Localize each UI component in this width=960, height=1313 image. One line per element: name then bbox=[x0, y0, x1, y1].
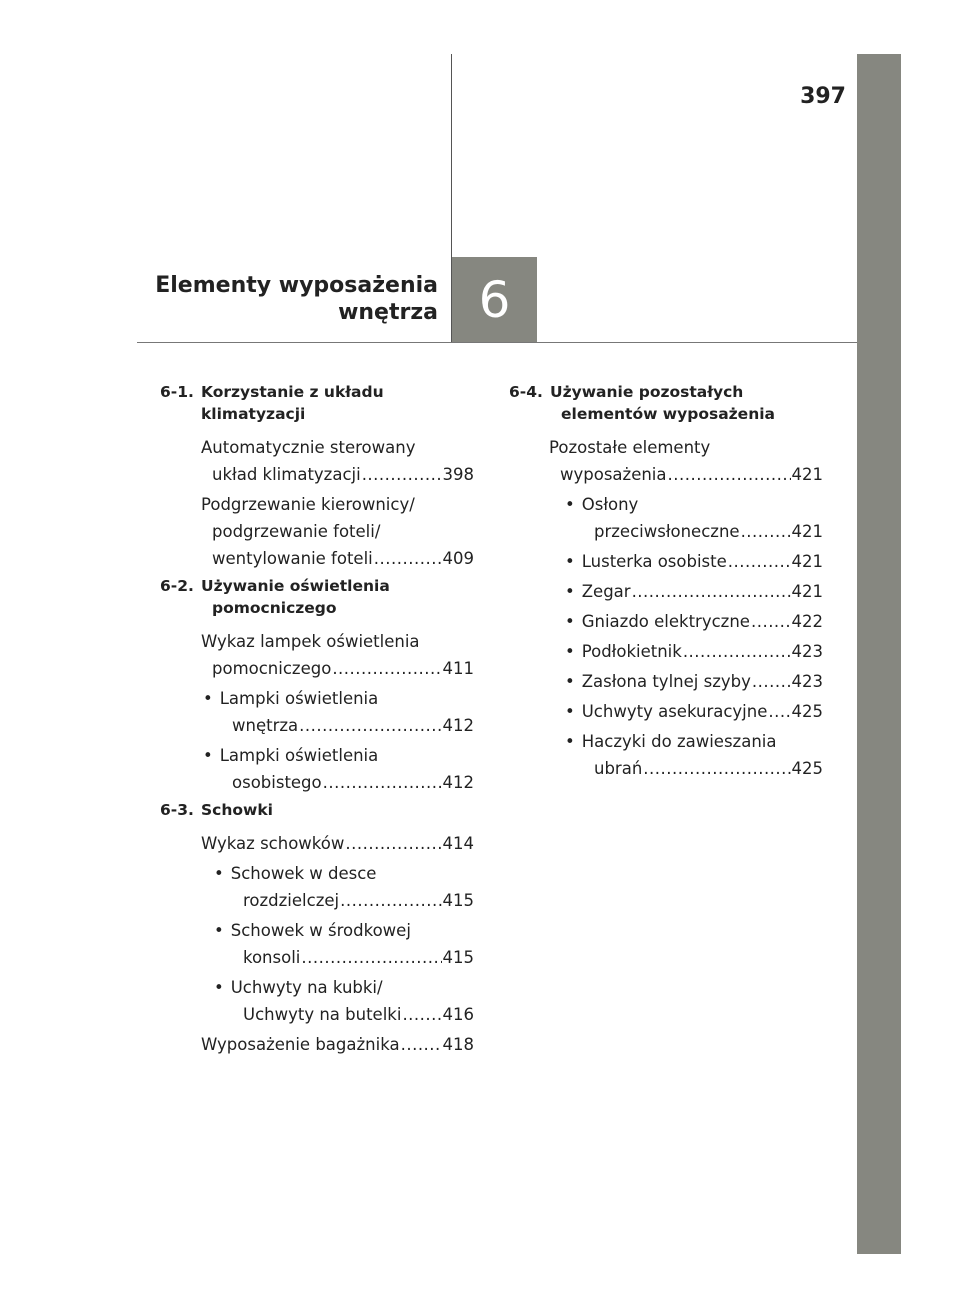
leader-dots bbox=[323, 769, 442, 796]
entry-text: Wykaz schowków bbox=[201, 834, 345, 853]
entry-page: 414 bbox=[442, 834, 474, 853]
entry-text: wnętrza bbox=[232, 716, 299, 735]
entry-text: • Lampki oświetlenia bbox=[219, 746, 379, 765]
entry-page: 412 bbox=[442, 773, 474, 792]
leader-dots bbox=[401, 1031, 442, 1058]
toc-entry-bullet[interactable] bbox=[160, 860, 474, 914]
toc-entry-bullet[interactable] bbox=[509, 491, 823, 545]
toc-entry[interactable] bbox=[509, 434, 823, 488]
entry-text: Wyposażenie bagażnika bbox=[201, 1035, 400, 1054]
entry-text: • Schowek w desce bbox=[230, 864, 377, 883]
section-title-cont: elementów wyposażenia bbox=[561, 405, 776, 423]
header-divider-horizontal bbox=[137, 342, 857, 343]
entry-text: • Gniazdo elektryczne bbox=[581, 612, 750, 631]
leader-dots bbox=[728, 548, 791, 575]
entry-page: 422 bbox=[791, 612, 823, 631]
entry-text: • Schowek w środkowej bbox=[230, 921, 411, 940]
leader-dots bbox=[741, 518, 791, 545]
entry-text: ubrań bbox=[594, 759, 643, 778]
chapter-number-badge: 6 bbox=[452, 257, 537, 342]
toc-entry-bullet[interactable] bbox=[160, 917, 474, 971]
toc-entry-bullet[interactable] bbox=[160, 974, 474, 1028]
leader-dots bbox=[402, 1001, 441, 1028]
toc-entry-bullet[interactable] bbox=[509, 698, 823, 725]
toc-entry-bullet[interactable] bbox=[509, 578, 823, 605]
entry-text: • Podłokietnik bbox=[581, 642, 682, 661]
entry-text: pomocniczego bbox=[212, 659, 332, 678]
entry-page: 415 bbox=[442, 948, 474, 967]
section-title-cont: pomocniczego bbox=[212, 599, 337, 617]
section-heading-6-1[interactable] bbox=[160, 381, 474, 425]
leader-dots bbox=[340, 887, 441, 914]
toc-entry-bullet[interactable] bbox=[509, 668, 823, 695]
toc-entry[interactable] bbox=[160, 830, 474, 857]
leader-dots bbox=[752, 668, 791, 695]
entry-page: 409 bbox=[442, 549, 474, 568]
chapter-title-line2: wnętrza bbox=[338, 300, 438, 325]
toc-entry-bullet[interactable] bbox=[160, 742, 474, 796]
section-heading-6-4[interactable] bbox=[509, 381, 823, 425]
toc-entry[interactable] bbox=[160, 491, 474, 572]
section-heading-6-3[interactable] bbox=[160, 799, 474, 821]
entry-page: 398 bbox=[442, 465, 474, 484]
section-title: Korzystanie z układu klimatyzacji bbox=[201, 383, 384, 423]
toc-entry[interactable] bbox=[160, 628, 474, 682]
entry-text: • Uchwyty na kubki/ bbox=[230, 978, 383, 997]
entry-text: wentylowanie foteli bbox=[212, 549, 373, 568]
leader-dots bbox=[374, 545, 442, 572]
toc-entry-bullet[interactable] bbox=[509, 608, 823, 635]
entry-text: podgrzewanie foteli/ bbox=[212, 522, 381, 541]
entry-page: 421 bbox=[791, 465, 823, 484]
section-number: 6-2. bbox=[160, 577, 194, 595]
entry-page: 425 bbox=[791, 702, 823, 721]
entry-page: 423 bbox=[791, 672, 823, 691]
toc-column-right bbox=[509, 381, 823, 785]
entry-text: • Lampki oświetlenia bbox=[219, 689, 379, 708]
entry-text: Automatycznie sterowany bbox=[201, 438, 416, 457]
section-heading-6-2[interactable] bbox=[160, 575, 474, 619]
entry-page: 421 bbox=[791, 582, 823, 601]
leader-dots bbox=[643, 755, 790, 782]
entry-text: Podgrzewanie kierownicy/ bbox=[201, 495, 415, 514]
entry-text: przeciwsłoneczne bbox=[594, 522, 740, 541]
toc-entry-bullet[interactable] bbox=[160, 685, 474, 739]
chapter-title-line1: Elementy wyposażenia bbox=[155, 273, 438, 298]
leader-dots bbox=[362, 461, 442, 488]
entry-text: • Haczyki do zawieszania bbox=[581, 732, 777, 751]
entry-text: układ klimatyzacji bbox=[212, 465, 361, 484]
section-number: 6-1. bbox=[160, 383, 194, 401]
entry-text: rozdzielczej bbox=[243, 891, 340, 910]
entry-page: 411 bbox=[442, 659, 474, 678]
toc-entry-bullet[interactable] bbox=[509, 548, 823, 575]
leader-dots bbox=[332, 655, 441, 682]
entry-text: Pozostałe elementy bbox=[549, 438, 711, 457]
section-title: Używanie oświetlenia bbox=[201, 577, 390, 595]
leader-dots bbox=[301, 944, 441, 971]
entry-page: 421 bbox=[791, 522, 823, 541]
leader-dots bbox=[345, 830, 441, 857]
entry-text: osobistego bbox=[232, 773, 322, 792]
entry-text: Uchwyty na butelki bbox=[243, 1005, 402, 1024]
entry-page: 412 bbox=[442, 716, 474, 735]
section-title: Używanie pozostałych bbox=[550, 383, 744, 401]
entry-text: • Uchwyty asekuracyjne bbox=[581, 702, 768, 721]
section-title: Schowki bbox=[201, 801, 273, 819]
entry-page: 418 bbox=[442, 1035, 474, 1054]
section-number: 6-4. bbox=[509, 383, 543, 401]
leader-dots bbox=[668, 461, 791, 488]
entry-text: • Osłony bbox=[581, 495, 639, 514]
leader-dots bbox=[751, 608, 791, 635]
toc-entry-bullet[interactable] bbox=[509, 728, 823, 782]
toc-entry[interactable] bbox=[160, 1031, 474, 1058]
leader-dots bbox=[299, 712, 441, 739]
toc-entry-bullet[interactable] bbox=[509, 638, 823, 665]
entry-text: • Lusterka osobiste bbox=[581, 552, 727, 571]
toc-entry[interactable] bbox=[160, 434, 474, 488]
toc-column-left bbox=[160, 381, 474, 1061]
entry-text: • Zasłona tylnej szyby bbox=[581, 672, 751, 691]
entry-text: konsoli bbox=[243, 948, 301, 967]
entry-text: Wykaz lampek oświetlenia bbox=[201, 632, 420, 651]
entry-page: 421 bbox=[791, 552, 823, 571]
chapter-title bbox=[155, 272, 438, 326]
entry-page: 415 bbox=[442, 891, 474, 910]
leader-dots bbox=[683, 638, 791, 665]
entry-page: 416 bbox=[442, 1005, 474, 1024]
leader-dots bbox=[768, 698, 790, 725]
entry-page: 423 bbox=[791, 642, 823, 661]
leader-dots bbox=[632, 578, 791, 605]
entry-text: wyposażenia bbox=[560, 465, 667, 484]
entry-text: • Zegar bbox=[581, 582, 631, 601]
entry-page: 425 bbox=[791, 759, 823, 778]
chapter-side-tab bbox=[857, 54, 901, 1254]
section-number: 6-3. bbox=[160, 801, 194, 819]
page-number: 397 bbox=[800, 84, 846, 109]
